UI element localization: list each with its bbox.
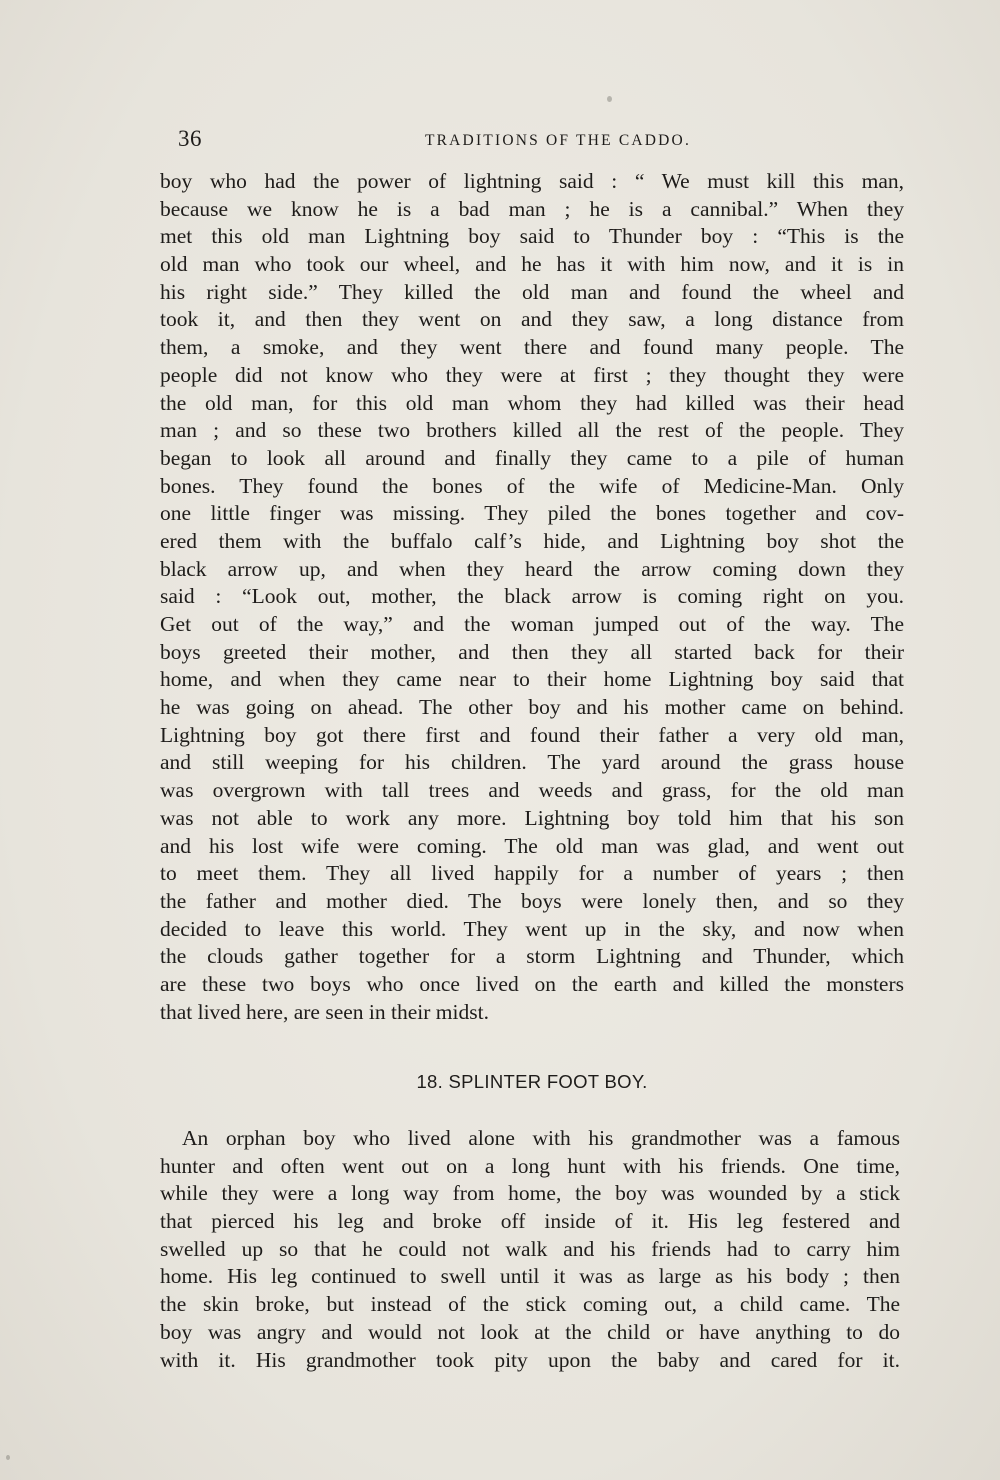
text-line: his right side.” They killed the old man and found the wheel and (160, 279, 904, 304)
text-line: that pierced his leg and broke off inside of it. His leg festered and (160, 1209, 900, 1234)
story-continued-paragraph (160, 168, 904, 1026)
text-line: home. His leg continued to swell until it was as large as his body ; then (160, 1264, 900, 1289)
text-line: Lightning boy got there first and found their father a very old man, (160, 722, 904, 747)
page-number: 36 (178, 126, 202, 151)
text-line: and his lost wife were coming. The old man was glad, and went out (160, 833, 904, 858)
text-line: the skin broke, but instead of the stick coming out, a child came. The (160, 1292, 900, 1317)
text-line: while they were a long way from home, the boy was wounded by a stick (160, 1181, 900, 1206)
text-line: are these two boys who once lived on the earth and killed the monsters (160, 971, 904, 996)
text-line: An orphan boy who lived alone with his grandmother was a famous (182, 1126, 900, 1150)
text-line: boy was angry and would not look at the child or have anything to do (160, 1319, 900, 1344)
text-line: decided to leave this world. They went up in the sky, and now when (160, 916, 904, 941)
text-line: one little finger was missing. They piled the bones together and cov- (160, 501, 904, 526)
text-line: the father and mother died. The boys were lonely then, and so they (160, 888, 904, 913)
running-title: TRADITIONS OF THE CADDO. (424, 132, 692, 149)
text-line: people did not know who they were at first ; they thought they were (160, 362, 904, 387)
text-line: because we know he is a bad man ; he is a cannibal.” When they (160, 196, 904, 221)
text-line: said : “Look out, mother, the black arrow is coming right on you. (160, 584, 904, 609)
text-line: bones. They found the bones of the wife of Medicine-Man. Only (160, 473, 904, 498)
text-line: home, and when they came near to their home Lightning boy said that (160, 667, 904, 692)
text-line: with it. His grandmother took pity upon the baby and cared for it. (160, 1347, 900, 1372)
text-line: boy who had the power of lightning said : “ We must kill this man, (160, 169, 904, 193)
text-line: black arrow up, and when they heard the arrow coming down they (160, 556, 904, 581)
text-line: and still weeping for his children. The yard around the grass house (160, 750, 904, 775)
text-line: them, a smoke, and they went there and found many people. The (160, 335, 904, 360)
text-line: hunter and often went out on a long hunt with his friends. One time, (160, 1153, 900, 1178)
text-line: began to look all around and finally they came to a pile of human (160, 445, 904, 470)
text-line: swelled up so that he could not walk and his friends had to carry him (160, 1236, 900, 1261)
paper-speck (6, 1455, 10, 1460)
text-line: to meet them. They all lived happily for a number of years ; then (160, 861, 904, 886)
running-head (178, 120, 898, 160)
section-paragraph (160, 1125, 900, 1374)
text-line: man ; and so these two brothers killed all the rest of the people. They (160, 418, 904, 443)
text-line: the clouds gather together for a storm Lightning and Thunder, which (160, 944, 904, 969)
text-line: was not able to work any more. Lightning boy told him that his son (160, 805, 904, 830)
text-line: old man who took our wheel, and he has it with him now, and it is in (160, 252, 904, 277)
text-line: was overgrown with tall trees and weeds and grass, for the old man (160, 778, 904, 803)
paper-speck (607, 96, 612, 102)
text-line: he was going on ahead. The other boy and his mother came on behind. (160, 695, 904, 720)
section-heading: 18. SPLINTER FOOT BOY. (416, 1071, 648, 1092)
text-line: that lived here, are seen in their midst. (160, 999, 489, 1024)
text-line: met this old man Lightning boy said to Thunder boy : “This is the (160, 224, 904, 249)
text-line: boys greeted their mother, and then they all started back for their (160, 639, 904, 664)
text-line: ered them with the buffalo calf’s hide, and Lightning boy shot the (160, 528, 904, 553)
text-line: Get out of the way,” and the woman jumped out of the way. The (160, 612, 904, 636)
text-line: the old man, for this old man whom they had killed was their head (160, 390, 904, 415)
text-line: took it, and then they went on and they saw, a long distance from (160, 307, 904, 332)
